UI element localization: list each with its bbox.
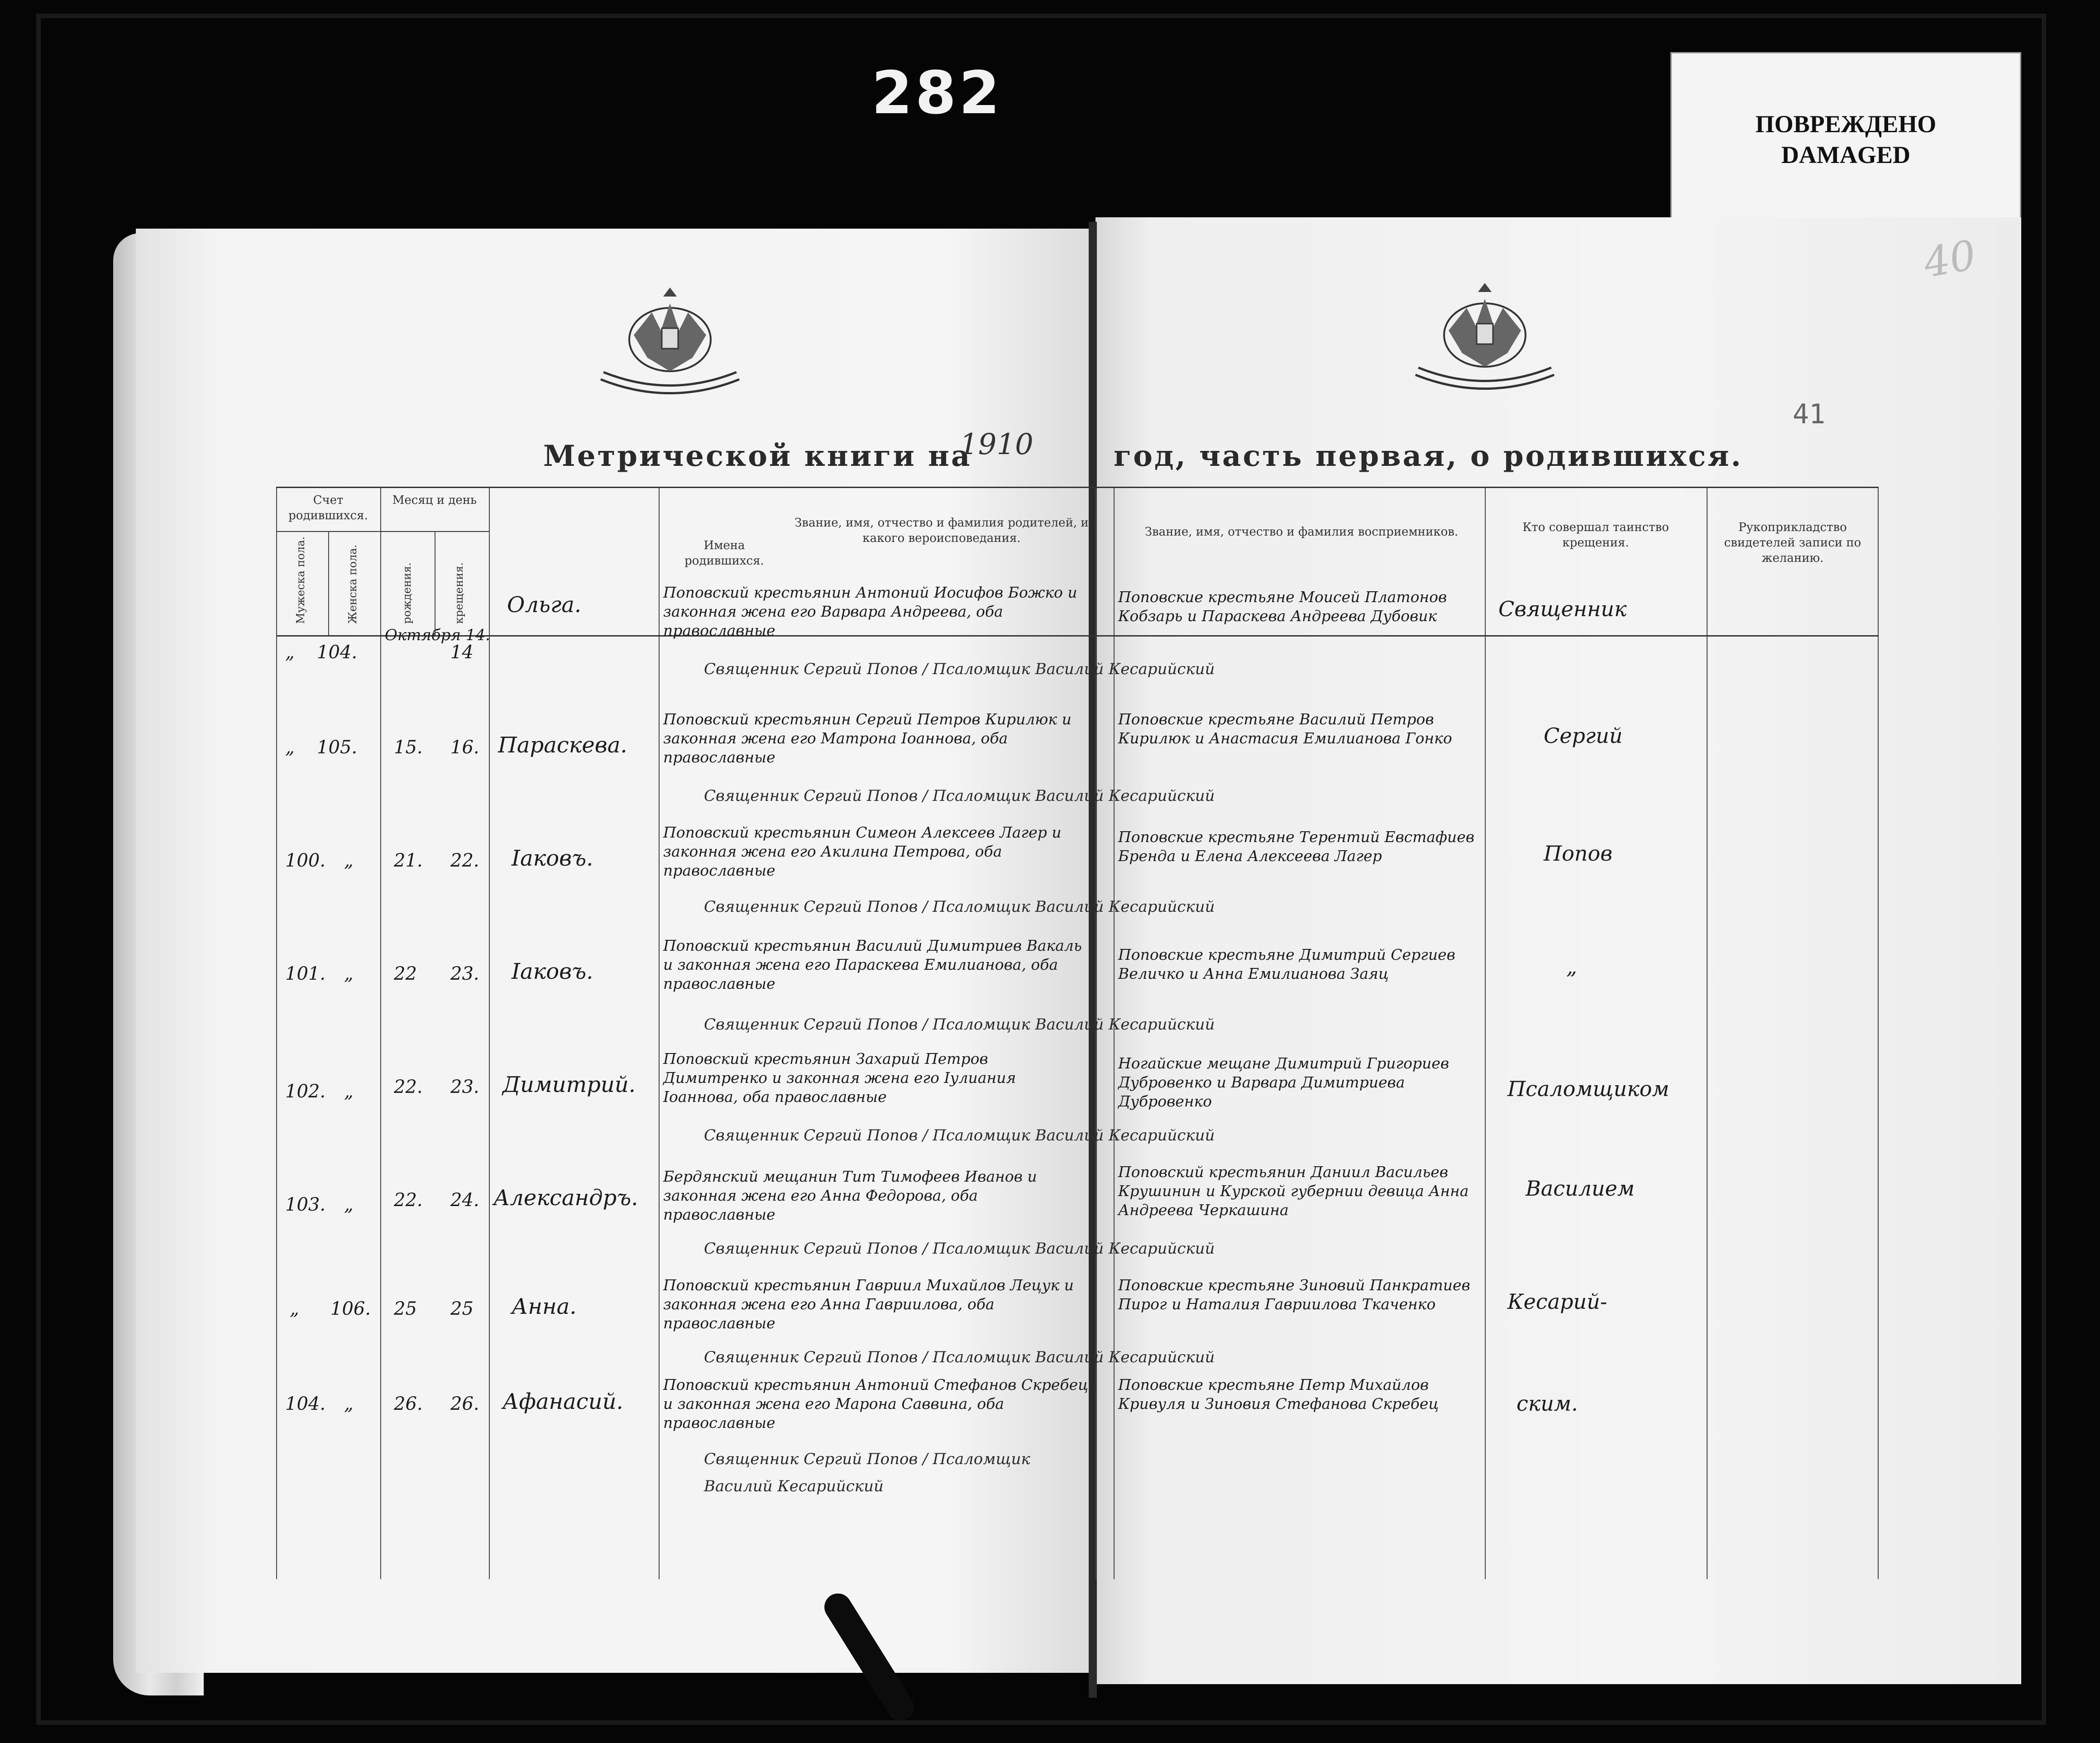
entry-signatures: Священник Сергий Попов / Псаломщик Василий Кесарийский: [704, 1126, 1215, 1144]
entry-female-count: „: [344, 1081, 354, 1102]
entry-birth-date: 26.: [394, 1393, 423, 1414]
entry-male-count: 104.: [285, 1393, 326, 1414]
book-title-left: Метрической книги на: [543, 439, 972, 473]
entry-baptism-date: 24.: [450, 1190, 479, 1211]
column-rule: [1707, 488, 1708, 1579]
entry-parents: Бердянский мещанин Тит Тимофеев Иванов и законная жена его Анна Федорова, оба православные: [663, 1168, 1037, 1223]
column-rule: [328, 531, 329, 635]
entry-godparents: Поповские крестьяне Терентий Евстафиев Бренда и Елена Алексеева Лагер: [1118, 828, 1474, 865]
entry-godparents: Поповские крестьяне Петр Михайлов Кривуля и Зиновия Стефанова Скребец: [1118, 1376, 1439, 1413]
entry-male-count: 100.: [285, 850, 326, 871]
entry-child-name: Ольга.: [507, 592, 582, 618]
entry-priest: Кесарий-: [1507, 1289, 1607, 1314]
entry-birth-date: 22.: [394, 1077, 423, 1097]
frame-number: 282: [871, 58, 1003, 127]
entry-signatures: Священник Сергий Попов / Псаломщик Василий Кесарийский: [704, 660, 1215, 678]
header-male: Мужеска пола.: [294, 536, 307, 624]
column-rule: [1095, 488, 1096, 1579]
column-rule: [1114, 488, 1115, 1579]
entry-child-name: Іаковъ.: [512, 846, 593, 871]
column-rule: [276, 488, 277, 1579]
entry-parents: Поповский крестьянин Сергий Петров Кирилюк и законная жена его Матрона Іоаннова, оба православные: [663, 710, 1072, 766]
column-rule: [380, 488, 381, 1579]
column-rule: [1878, 488, 1879, 1579]
entry-birth-date: 15.: [394, 737, 423, 758]
entry-signatures: Священник Сергий Попов / Псаломщик Василий Кесарийский: [704, 787, 1215, 805]
entry-birth-date: 25: [394, 1298, 417, 1319]
entry-male-count: „: [285, 642, 295, 663]
entry-parents: Поповский крестьянин Гавриил Михайлов Лецук и законная жена его Анна Гавриилова, оба православные: [663, 1276, 1074, 1332]
entry-parents: Поповский крестьянин Василий Димитриев Вакаль и законная жена его Параскева Емилианова, оба православные: [663, 937, 1082, 992]
column-rule: [489, 488, 490, 1579]
entry-child-name: Іаковъ.: [512, 959, 593, 984]
entry-female-count: 105.: [317, 737, 358, 758]
stamp-line-ru: ПОВРЕЖДЕНО: [1755, 110, 1937, 138]
eagle-emblem-icon: [1399, 281, 1571, 394]
entry-godparents: Поповский крестьянин Даниил Васильев Крушинин и Курской губернии девица Анна Андреева Черкашина: [1118, 1163, 1469, 1219]
damaged-stamp: [1670, 52, 2021, 226]
entry-female-count: „: [344, 850, 354, 871]
column-rule: [659, 488, 660, 1579]
entry-birth-date: 22.: [394, 1190, 423, 1211]
entry-priest: Священник: [1498, 597, 1627, 621]
entry-parents: Поповский крестьянин Захарий Петров Димитренко и законная жена его Іулиания Іоаннова, оба православные: [663, 1050, 1016, 1106]
eagle-emblem-icon: [584, 285, 756, 398]
header-priest: Кто совершал таинство крещения.: [1522, 521, 1669, 550]
entry-child-name: Александръ.: [493, 1185, 638, 1211]
corner-mark: 40: [1920, 231, 1980, 287]
entry-signatures: Священник Сергий Попов / Псаломщик Василий Кесарийский: [704, 898, 1215, 916]
entry-female-count: „: [344, 1194, 354, 1215]
entry-female-count: „: [344, 963, 354, 984]
book-year: 1910: [960, 428, 1033, 461]
entry-baptism-date: 14: [450, 642, 474, 663]
entry-male-count: 103.: [285, 1194, 326, 1215]
entry-godparents: Поповские крестьяне Зиновий Панкратиев Пирог и Наталия Гавриилова Ткаченко: [1118, 1276, 1470, 1313]
entry-birth-date: Октября 14.: [385, 626, 490, 644]
header-rule: [276, 531, 489, 532]
entry-male-count: 102.: [285, 1081, 326, 1102]
entry-godparents: Поповские крестьяне Василий Петров Кирилюк и Анастасия Емилианова Гонко: [1118, 710, 1452, 747]
header-baptism: крещения.: [453, 562, 465, 624]
header-names: Имена родившихся.: [684, 539, 764, 568]
entry-baptism-date: 23.: [450, 1077, 479, 1097]
entry-priest: Попов: [1544, 841, 1612, 866]
entry-signatures: Священник Сергий Попов / Псаломщик Василий Кесарийский: [704, 1240, 1215, 1258]
stamp-line-en: DAMAGED: [1781, 141, 1910, 168]
entry-baptism-date: 25: [450, 1298, 474, 1319]
entry-signatures: Священник Сергий Попов / Псаломщик Василий Кесарийский: [704, 1348, 1215, 1366]
header-female: Женска пола.: [346, 544, 359, 624]
entry-child-name: Анна.: [512, 1294, 577, 1319]
page-number: 41: [1793, 398, 1826, 430]
entry-baptism-date: 23.: [450, 963, 479, 984]
header-parents: Звание, имя, отчество и фамилия родителей, и какого вероисповедания.: [794, 516, 1089, 545]
entry-male-count: 101.: [285, 963, 326, 984]
entry-baptism-date: 16.: [450, 737, 479, 758]
entry-godparents: Поповские крестьяне Моисей Платонов Кобзарь и Параскева Андреева Дубовик: [1118, 588, 1447, 625]
entry-female-count: 106.: [330, 1298, 371, 1319]
entry-godparents: Ногайские мещане Димитрий Григориев Дубровенко и Варвара Димитриева Дубровенко: [1118, 1054, 1449, 1110]
entry-priest: Псаломщиком: [1507, 1077, 1669, 1101]
entry-male-count: „: [290, 1298, 299, 1319]
entry-child-name: Афанасий.: [502, 1389, 623, 1414]
entry-baptism-date: 22.: [450, 850, 479, 871]
column-rule: [1485, 488, 1486, 1579]
entry-signatures: Священник Сергий Попов / Псаломщик Василий Кесарийский: [704, 1450, 1030, 1495]
entry-parents: Поповский крестьянин Антоний Иосифов Божко и законная жена его Варвара Андреева, оба православные: [663, 584, 1077, 639]
entry-child-name: Димитрий.: [502, 1072, 636, 1097]
entry-baptism-date: 26.: [450, 1393, 479, 1414]
header-godparents: Звание, имя, отчество и фамилия восприемников.: [1144, 525, 1459, 539]
header-birth: рождения.: [401, 562, 413, 624]
header-count: Счет родившихся.: [288, 493, 368, 522]
book-title-right: год, часть первая, о родившихся.: [1114, 439, 1743, 473]
entry-female-count: „: [344, 1393, 354, 1414]
entry-signatures: Священник Сергий Попов / Псаломщик Василий Кесарийский: [704, 1015, 1215, 1034]
entry-birth-date: 21.: [394, 850, 423, 871]
birth-register-table: [276, 487, 1879, 1579]
entry-male-count: „: [285, 737, 295, 758]
entry-birth-date: 22: [394, 963, 417, 984]
header-month-day: Месяц и день: [392, 493, 477, 507]
entry-parents: Поповский крестьянин Антоний Стефанов Скребец и законная жена его Марона Саввина, оба православные: [663, 1376, 1089, 1432]
entry-godparents: Поповские крестьяне Димитрий Сергиев Величко и Анна Емилианова Заяц: [1118, 946, 1455, 982]
entry-female-count: 104.: [317, 642, 358, 663]
entry-priest: Василием: [1526, 1176, 1635, 1201]
header-witnesses: Рукоприкладство свидетелей записи по желанию.: [1724, 521, 1861, 565]
entry-child-name: Параскева.: [498, 733, 627, 758]
entry-priest: „: [1566, 954, 1577, 979]
entry-parents: Поповский крестьянин Симеон Алексеев Лагер и законная жена его Акилина Петрова, оба православные: [663, 824, 1062, 879]
entry-priest: Сергий: [1544, 723, 1623, 748]
entry-priest: ским.: [1516, 1391, 1578, 1416]
